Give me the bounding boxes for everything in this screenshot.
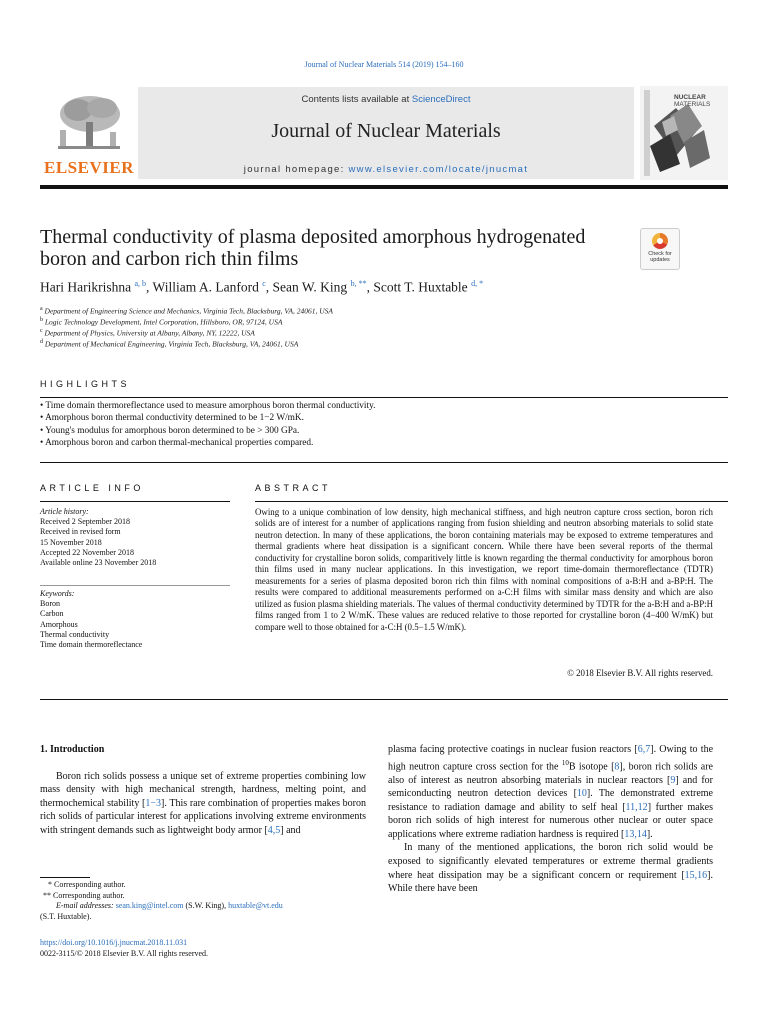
author-name[interactable]: Hari Harikrishna: [40, 279, 132, 295]
keyword: Amorphous: [40, 619, 78, 629]
reference-link[interactable]: 8: [614, 760, 620, 772]
author-affil-sup[interactable]: a, b: [134, 279, 147, 288]
text-run: ]. Owing to the high neutron capture cross section for the: [388, 744, 714, 772]
author-name[interactable]: William A. Lanford: [152, 279, 259, 295]
keyword: Thermal conductivity: [40, 629, 110, 639]
email-link[interactable]: huxtable@vt.edu: [228, 901, 283, 910]
journal-title: Journal of Nuclear Materials: [271, 120, 501, 142]
author-name[interactable]: Scott T. Huxtable: [373, 279, 468, 295]
affiliation-text: Department of Physics, University at Albany, Albany, NY, 12222, USA: [44, 328, 255, 338]
affiliation-sup: d: [40, 339, 43, 345]
affiliation-text: Department of Engineering Science and Mechanics, Virginia Tech, Blacksburg, VA, 24061, USA: [44, 306, 333, 316]
history-line: Available online 23 November 2018: [40, 558, 157, 568]
affiliation-sup: b: [40, 317, 43, 323]
footnote: ** Corresponding author.: [43, 890, 125, 900]
elsevier-wordmark: ELSEVIER: [44, 158, 134, 177]
affiliation-text: Logic Technology Development, Intel Corporation, Hillsboro, OR, 97124, USA: [44, 317, 283, 327]
abstract-rule: [255, 501, 728, 502]
text-run: ]. This rare combination of properties makes boron rich solids of particular interest for applications involving extreme environments with stringent demands such as lightweight body armor [: [40, 797, 366, 836]
update-badge-text: [641, 251, 679, 263]
highlight-item: • Amorphous boron thermal conductivity determined to be 1−2 W/mK.: [40, 413, 304, 424]
article-history: [40, 507, 230, 568]
badge-text-2: updates: [650, 257, 670, 263]
email-footnote: [40, 901, 366, 912]
text-run: ] further makes boron rich solids of high interest for numerous other nuclear or outer space applications where extreme radiation hardness is required [: [388, 801, 713, 840]
intro-heading: [40, 743, 366, 757]
email-owner: (S.W. King),: [183, 901, 229, 910]
footnote-rule: [40, 877, 90, 878]
text-run: Boron rich solids possess a unique set of extreme properties combining low mass density with high mechanical strength, hardness, melting point, and thermochemical stability [: [40, 770, 366, 809]
reference-link[interactable]: 13,14: [624, 828, 647, 840]
footnotes: [40, 880, 366, 922]
issn-line: 0022-3115/© 2018 Elsevier B.V. All rights reserved.: [40, 949, 209, 958]
homepage-line: [138, 164, 634, 175]
highlight-item: • Time domain thermoreflectance used to measure amorphous boron thermal conductivity.: [40, 401, 376, 411]
highlights-list: [40, 400, 713, 449]
intro-paragraph: [388, 841, 713, 895]
text-run: ] and for semiconducting neutron detection devices [: [388, 774, 713, 800]
history-label: Article history:: [40, 507, 89, 516]
author-list: [40, 279, 720, 296]
article-info-heading: ARTICLE INFO: [40, 483, 144, 493]
abstract-heading: ABSTRACT: [255, 483, 332, 493]
text-run: B isotope [: [568, 760, 615, 772]
highlights-bottom-rule: [40, 462, 728, 463]
history-line: Received in revised form: [40, 527, 121, 537]
highlight-text: Time domain thermoreflectance used to measure amorphous boron thermal conductivity.: [45, 401, 376, 411]
reference-link[interactable]: 6,7: [637, 744, 651, 755]
history-line: 15 November 2018: [40, 537, 102, 547]
badge-text-1: Check for: [648, 251, 672, 257]
highlight-item: • Young's modulus for amorphous boron determined to be > 300 GPa.: [40, 425, 300, 436]
cover-title: [674, 94, 710, 108]
keyword: Carbon: [40, 609, 64, 619]
reference-link[interactable]: 9: [670, 774, 676, 786]
abstract-copyright: © 2018 Elsevier B.V. All rights reserved.: [567, 668, 713, 678]
text-run: ] and: [280, 824, 301, 836]
tree-emblem-icon: [50, 92, 128, 152]
affiliation: [40, 339, 298, 349]
intro-paragraph: [388, 743, 713, 841]
cover-title-line-2: MATERIALS: [674, 101, 711, 108]
intro-paragraph: [40, 770, 366, 838]
email-label: E-mail addresses:: [56, 901, 116, 910]
affiliation-sup: a: [40, 306, 43, 312]
elsevier-logo[interactable]: [40, 92, 138, 184]
text-run: ]. The demonstrated extreme resistance to radiation damage and ability to self heal [: [388, 788, 713, 813]
article-info-rule: [40, 501, 230, 502]
highlight-text: Amorphous boron and carbon thermal-mechanical properties compared.: [45, 437, 314, 448]
keywords-label: Keywords:: [40, 589, 75, 598]
affiliation: [40, 317, 282, 327]
article-title: Thermal conductivity of plasma deposited amorphous hydrogenated boron and carbon rich thin films: [40, 226, 586, 270]
text-run: ], boron rich solids are also of interest as neutron absorbing materials in nuclear reactors [: [388, 760, 713, 786]
intro-column-right: [388, 743, 713, 896]
intro-heading-text: 1. Introduction: [40, 744, 105, 755]
highlight-text: Amorphous boron thermal conductivity determined to be 1−2 W/mK.: [45, 413, 304, 424]
header-rule: [40, 185, 728, 189]
homepage-prefix: journal homepage:: [243, 164, 349, 175]
footnote: * Corresponding author.: [48, 880, 126, 889]
highlight-text: Young's modulus for amorphous boron determined to be > 300 GPa.: [45, 425, 300, 436]
author-affil-sup[interactable]: b, **: [350, 279, 367, 288]
highlight-item: • Amorphous boron and carbon thermal-mechanical properties compared.: [40, 437, 314, 448]
author-sep: ,: [146, 279, 153, 295]
body-rule: [40, 699, 728, 700]
update-badge-icon: [652, 233, 668, 249]
journal-citation[interactable]: Journal of Nuclear Materials 514 (2019) 154–160: [304, 60, 464, 69]
intro-column-left: [40, 743, 366, 838]
keyword: Boron: [40, 599, 60, 609]
author-sep: ,: [265, 279, 273, 295]
author-name[interactable]: Sean W. King: [272, 279, 348, 295]
homepage-link[interactable]: www.elsevier.com/locate/jnucmat: [348, 164, 529, 175]
affiliation: [40, 306, 333, 316]
keyword: Time domain thermoreflectance: [40, 640, 143, 650]
check-for-updates-button[interactable]: [640, 228, 680, 270]
highlights-heading: HIGHLIGHTS: [40, 379, 131, 389]
abstract-text: Owing to a unique combination of low density, high mechanical stiffness, and high neutron capture cross section, boron rich solids are of interest for a number of applications ranging from fusion shielding and neutron absorbing materials to solid state neutron detection. In many of these applications, the boron containing materials may be exposed to extreme temperatures and thermal gradients where heat dissipation is a significant concern. While there have been several reports of the thermal conductivity for crystalline boron solids, comparitively little is known regarding the thermal conductivity for amorphous boron thin films used in many nuclear applications. In this investigation, we report time-domain thermoreflectance (TDTR) measurements for a series of plasma deposited boron rich thin films with nominal compositions of a-B:H and a-BP:H. The results were compared to additional measurements performed on a-C:H films with similar mass density and which are also utilized as fusion plasma shielding materials. The values of thermal conductivity determined by TDTR for the a-B:H and a-BP:H films ranged from 1 to 2 W/mK. These values are reduced relative to those reported for crystalline boron (4−400 W/mK) but compare well to those obtained for a-C:H (0.5−1.5 W/mK).: [255, 507, 713, 632]
text-run: In many of the mentioned applications, the boron rich solid would be exposed to significantly elevated temperatures or extreme thermal gradients where heat dissipation may be a significant concern or requirement [: [388, 842, 713, 881]
email-owner: (S.T. Huxtable).: [40, 911, 92, 921]
text-run: plasma facing protective coatings in nuclear fusion reactors [: [388, 744, 638, 755]
author-affil-sup[interactable]: c: [262, 279, 266, 288]
reference-link[interactable]: 15,16: [684, 869, 708, 881]
affiliation-text: Department of Mechanical Engineering, Virginia Tech, Blacksburg, VA, 24061, USA: [44, 339, 299, 349]
isotope-superscript: 10: [561, 758, 569, 767]
reference-link[interactable]: 10: [576, 788, 587, 800]
reference-link[interactable]: 1−3: [145, 797, 161, 809]
highlights-top-rule: [40, 397, 728, 398]
keywords-rule: [40, 585, 230, 586]
journal-cover[interactable]: [640, 86, 728, 180]
affiliation: [40, 328, 255, 338]
affiliation-sup: c: [40, 328, 43, 334]
cover-title-line-1: NUCLEAR: [674, 94, 706, 101]
author-affil-sup[interactable]: d, *: [471, 279, 484, 288]
history-line: Accepted 22 November 2018: [40, 547, 134, 557]
reference-link[interactable]: 11,12: [625, 801, 648, 813]
contents-line: [138, 94, 634, 105]
text-run: ]. While there have been: [388, 869, 713, 895]
sciencedirect-link[interactable]: ScienceDirect: [411, 94, 471, 105]
history-line: Received 2 September 2018: [40, 517, 130, 527]
author-sep: ,: [366, 279, 374, 295]
text-run: ].: [646, 828, 653, 840]
doi-link[interactable]: https://doi.org/10.1016/j.jnucmat.2018.11.031: [40, 938, 188, 947]
contents-prefix: Contents lists available at: [301, 94, 412, 105]
reference-link[interactable]: 4,5: [267, 824, 281, 836]
email-link[interactable]: sean.king@intel.com: [115, 901, 184, 910]
keywords: [40, 589, 230, 650]
